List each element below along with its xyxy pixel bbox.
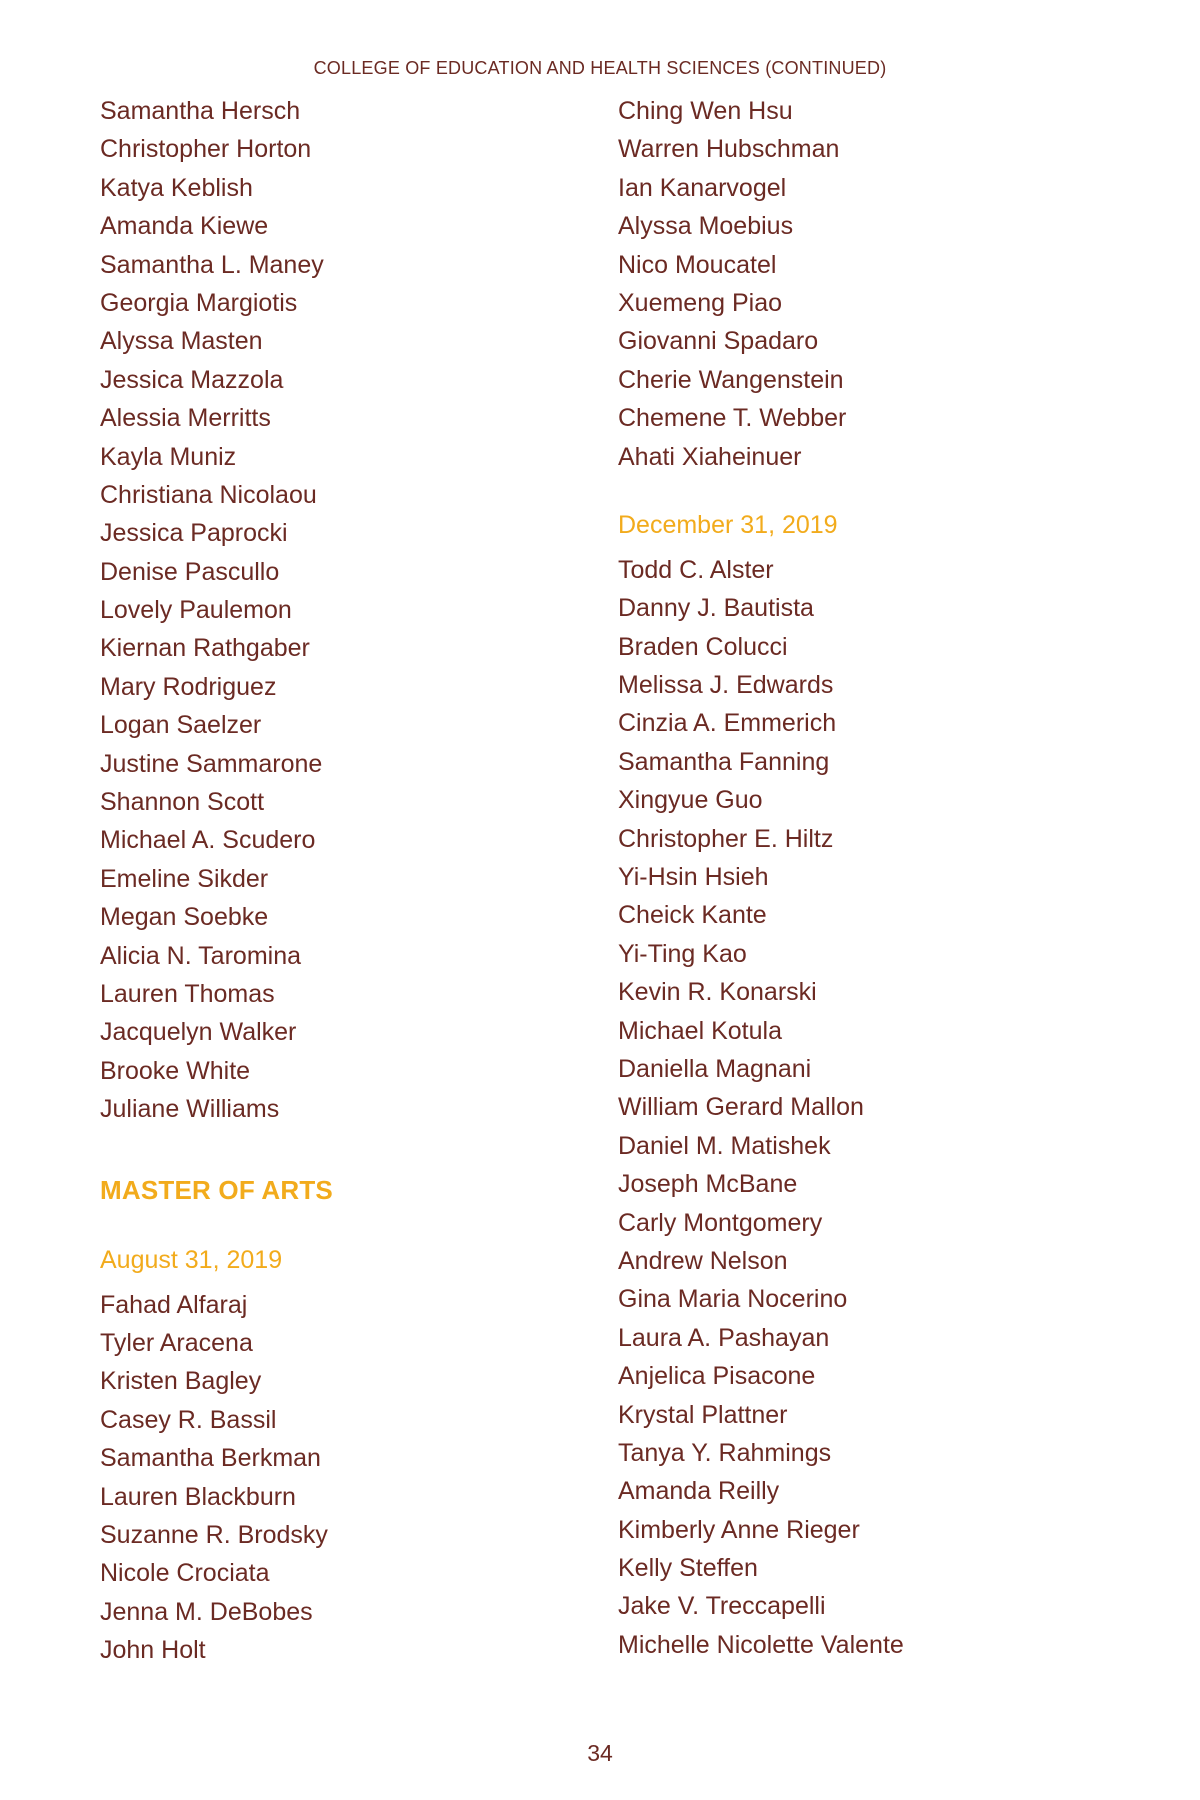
graduate-name: Carly Montgomery (618, 1208, 823, 1237)
graduate-name: Jenna M. DeBobes (100, 1597, 313, 1626)
graduate-name: Lovely Paulemon (100, 596, 292, 625)
graduate-name: Juliane Williams (100, 1095, 280, 1124)
graduate-name: Lauren Blackburn (100, 1482, 296, 1511)
section-heading-master-of-arts: MASTER OF ARTS (100, 1174, 333, 1205)
name-list (618, 92, 1078, 476)
graduate-name: Mary Rodriguez (100, 672, 277, 701)
graduate-name: Tyler Aracena (100, 1328, 253, 1357)
graduate-name: Laura A. Pashayan (618, 1323, 830, 1352)
graduate-name: Giovanni Spadaro (618, 327, 819, 356)
graduate-name: Tanya Y. Rahmings (618, 1438, 832, 1467)
graduate-name: Jacquelyn Walker (100, 1018, 297, 1047)
graduate-name: Todd C. Alster (618, 555, 774, 584)
graduate-name: Samantha Hersch (100, 97, 301, 125)
graduate-name: Chemene T. Webber (618, 404, 847, 433)
graduate-name: Michelle Nicolette Valente (618, 1630, 904, 1659)
graduate-name: Alyssa Masten (100, 327, 263, 356)
graduate-name: Fahad Alfaraj (100, 1290, 248, 1319)
graduate-name: Alyssa Moebius (618, 212, 794, 241)
graduate-name: Shannon Scott (100, 788, 265, 817)
graduate-name: Georgia Margiotis (100, 288, 298, 317)
graduate-name: Andrew Nelson (618, 1246, 788, 1275)
graduate-name: John Holt (100, 1636, 206, 1665)
graduate-name: Christiana Nicolaou (100, 480, 317, 509)
graduate-name: Brooke White (100, 1056, 251, 1085)
graduate-name: Anjelica Pisacone (618, 1362, 816, 1391)
date-heading-december-2019: December 31, 2019 (618, 510, 838, 539)
left-column (100, 92, 560, 1669)
graduate-name: Kelly Steffen (618, 1554, 758, 1583)
graduate-name: Amanda Kiewe (100, 212, 269, 241)
graduate-name: Ching Wen Hsu (618, 97, 793, 125)
graduate-name: Emeline Sikder (100, 864, 269, 893)
graduate-name: Xuemeng Piao (618, 288, 783, 317)
graduate-name: Lauren Thomas (100, 979, 275, 1008)
graduate-name: Michael A. Scudero (100, 826, 316, 855)
graduate-name: Samantha Berkman (100, 1444, 321, 1473)
graduate-name: Samantha L. Maney (100, 250, 324, 279)
graduate-name: Samantha Fanning (618, 747, 830, 776)
graduate-name: Cheick Kante (618, 901, 767, 930)
graduate-name: Joseph McBane (618, 1170, 798, 1199)
graduate-name: Jessica Mazzola (100, 365, 284, 394)
graduate-name: Jake V. Treccapelli (618, 1592, 826, 1621)
graduate-name: William Gerard Mallon (618, 1093, 864, 1122)
graduate-name: Alicia N. Taromina (100, 941, 302, 970)
graduate-name: Daniella Magnani (618, 1054, 812, 1083)
graduate-name: Kimberly Anne Rieger (618, 1515, 860, 1544)
graduate-name: Kiernan Rathgaber (100, 634, 310, 663)
graduate-name: Logan Saelzer (100, 711, 262, 740)
graduate-name: Melissa J. Edwards (618, 671, 834, 700)
graduate-name: Gina Maria Nocerino (618, 1285, 848, 1314)
name-list-december-2019 (618, 551, 1078, 1664)
graduate-name: Xingyue Guo (618, 786, 763, 815)
graduate-name: Alessia Merritts (100, 404, 271, 433)
graduate-name: Christopher Horton (100, 135, 312, 164)
graduate-name: Jessica Paprocki (100, 519, 288, 548)
name-list (100, 92, 560, 1129)
graduate-name: Denise Pascullo (100, 557, 280, 586)
graduate-name: Cherie Wangenstein (618, 365, 844, 394)
name-list-august-2019 (100, 1286, 560, 1670)
graduate-name: Kayla Muniz (100, 442, 237, 471)
page-number: 34 (587, 1740, 613, 1766)
graduate-name: Braden Colucci (618, 632, 788, 661)
graduate-name: Amanda Reilly (618, 1477, 780, 1506)
graduate-name: Ahati Xiaheinuer (618, 442, 802, 471)
graduate-name: Warren Hubschman (618, 135, 840, 164)
graduate-name: Megan Soebke (100, 903, 269, 932)
graduate-name: Krystal Plattner (618, 1400, 788, 1429)
graduate-name: Nico Moucatel (618, 250, 777, 279)
graduate-name: Michael Kotula (618, 1016, 782, 1045)
graduate-name: Daniel M. Matishek (618, 1131, 831, 1160)
graduate-name: Cinzia A. Emmerich (618, 709, 837, 738)
right-column (618, 92, 1078, 1664)
graduate-name: Kevin R. Konarski (618, 978, 817, 1007)
graduate-name: Casey R. Bassil (100, 1405, 277, 1434)
graduate-name: Danny J. Bautista (618, 594, 814, 623)
graduate-name: Kristen Bagley (100, 1367, 262, 1396)
graduate-name: Justine Sammarone (100, 749, 323, 778)
graduate-name: Yi-Hsin Hsieh (618, 863, 769, 892)
graduate-name: Katya Keblish (100, 173, 253, 202)
graduate-name: Nicole Crociata (100, 1559, 270, 1588)
graduate-name: Yi-Ting Kao (618, 939, 747, 968)
page-header: COLLEGE OF EDUCATION AND HEALTH SCIENCES (CONTINUED) (313, 58, 887, 78)
graduate-name: Suzanne R. Brodsky (100, 1520, 328, 1549)
graduate-name: Ian Kanarvogel (618, 173, 787, 202)
date-heading-august-2019: August 31, 2019 (100, 1245, 283, 1274)
graduate-name: Christopher E. Hiltz (618, 824, 834, 853)
